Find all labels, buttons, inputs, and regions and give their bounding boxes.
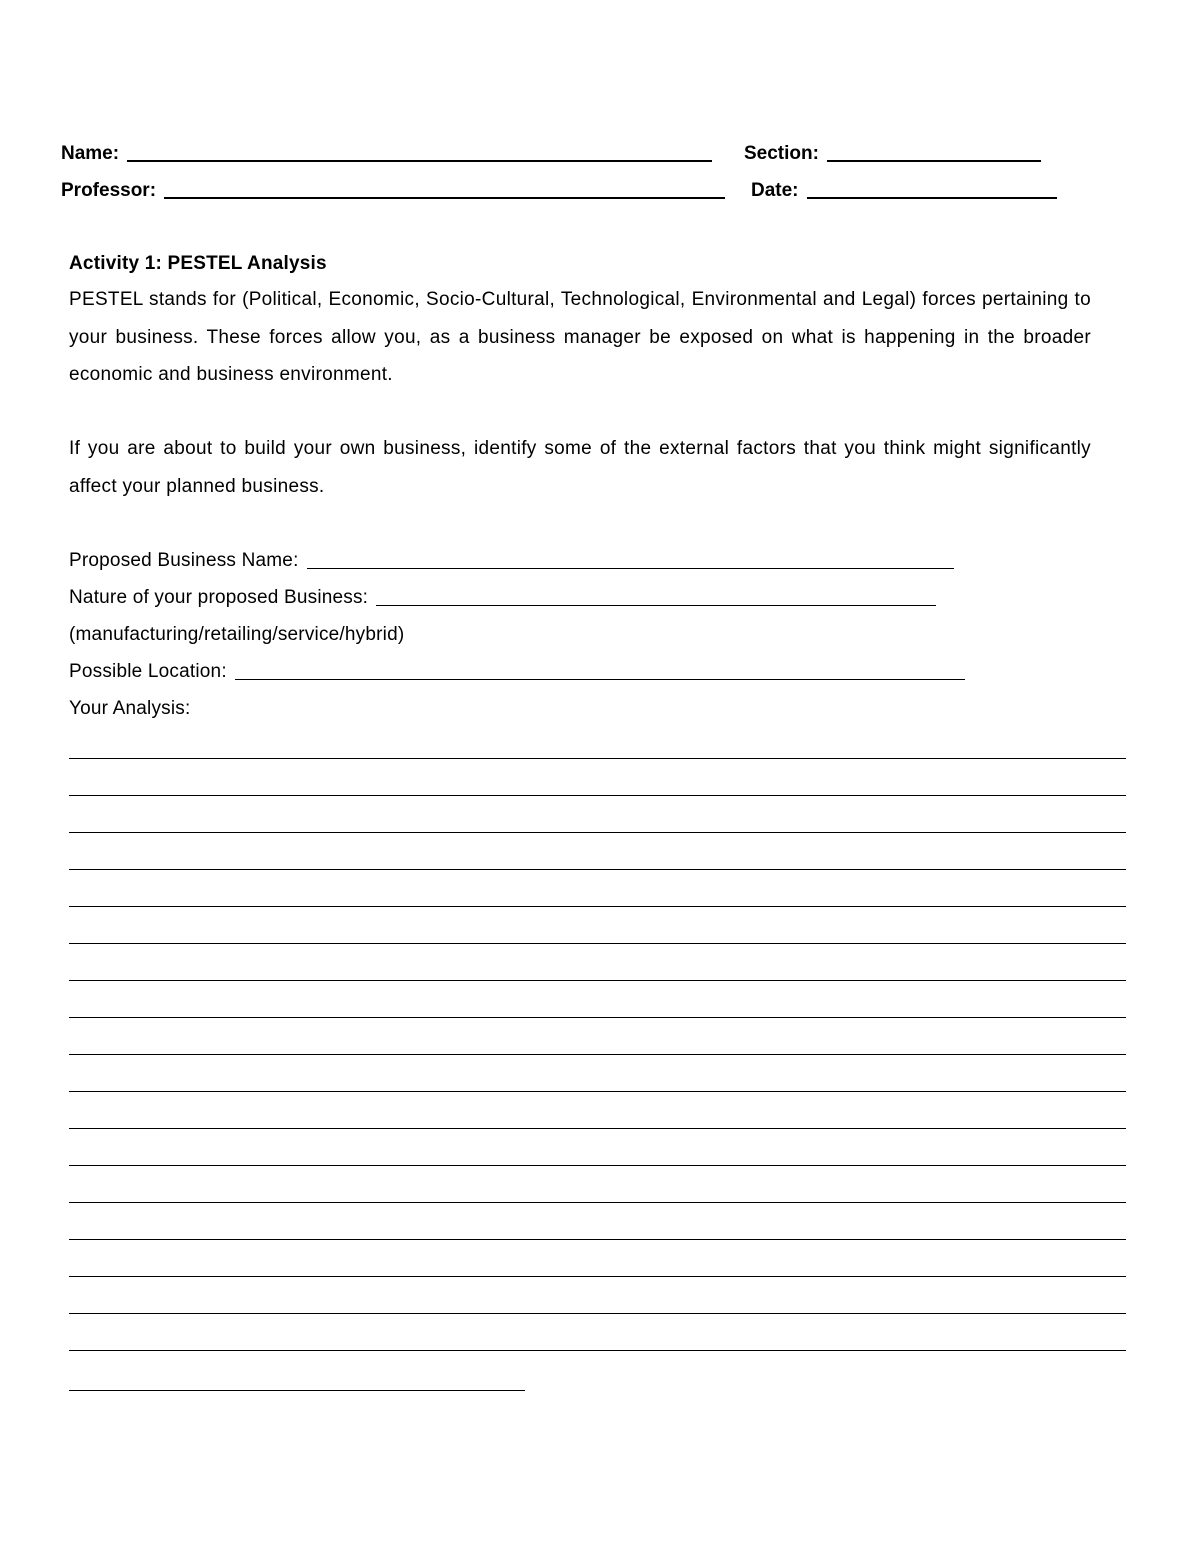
answer-line[interactable]	[69, 758, 1126, 759]
answer-line[interactable]	[69, 1054, 1126, 1055]
answer-line[interactable]	[69, 980, 1126, 981]
answer-line[interactable]	[69, 1165, 1126, 1166]
section-label: Section:	[744, 143, 819, 164]
answer-line[interactable]	[69, 1313, 1126, 1314]
business-nature-blank[interactable]	[376, 604, 936, 606]
date-blank[interactable]	[807, 196, 1057, 199]
business-nature-field[interactable]	[69, 587, 936, 609]
business-name-field[interactable]	[69, 550, 954, 572]
activity-instructions: If you are about to build your own business, identify some of the external factors that you think might significantly affect your planned business.	[69, 438, 1091, 497]
name-label: Name:	[61, 143, 120, 164]
analysis-label: Your Analysis:	[69, 698, 191, 719]
location-label: Possible Location:	[69, 661, 227, 682]
section-blank[interactable]	[827, 159, 1041, 162]
answer-line[interactable]	[69, 795, 1126, 796]
business-name-label: Proposed Business Name:	[69, 550, 299, 571]
date-field[interactable]	[751, 180, 1057, 202]
answer-line[interactable]	[69, 1017, 1126, 1018]
answer-line[interactable]	[69, 1128, 1126, 1129]
professor-blank[interactable]	[164, 196, 725, 199]
name-blank[interactable]	[127, 159, 712, 162]
activity-title: Activity 1: PESTEL Analysis	[69, 253, 327, 274]
location-field[interactable]	[69, 661, 965, 683]
location-blank[interactable]	[235, 678, 965, 680]
section-field[interactable]	[744, 143, 1041, 165]
answer-line[interactable]	[69, 1091, 1126, 1092]
name-field[interactable]	[61, 143, 712, 165]
date-label: Date:	[751, 180, 799, 201]
professor-field[interactable]	[61, 180, 725, 202]
answer-line[interactable]	[69, 869, 1126, 870]
professor-label: Professor:	[61, 180, 157, 201]
business-nature-label: Nature of your proposed Business:	[69, 587, 369, 608]
answer-line-last[interactable]	[69, 1390, 525, 1391]
answer-line[interactable]	[69, 1239, 1126, 1240]
answer-line[interactable]	[69, 1350, 1126, 1351]
pestel-description: PESTEL stands for (Political, Economic, Socio-Cultural, Technological, Environmental and Legal) forces pertaining to your business. These forces allow you, as a business manager be exposed on what is happening in the broader economic and business environment.	[69, 289, 1091, 385]
answer-line[interactable]	[69, 1202, 1126, 1203]
business-name-blank[interactable]	[307, 567, 954, 569]
answer-line[interactable]	[69, 943, 1126, 944]
business-nature-hint: (manufacturing/retailing/service/hybrid)	[69, 624, 405, 645]
answer-line[interactable]	[69, 906, 1126, 907]
answer-line[interactable]	[69, 832, 1126, 833]
answer-line[interactable]	[69, 1276, 1126, 1277]
